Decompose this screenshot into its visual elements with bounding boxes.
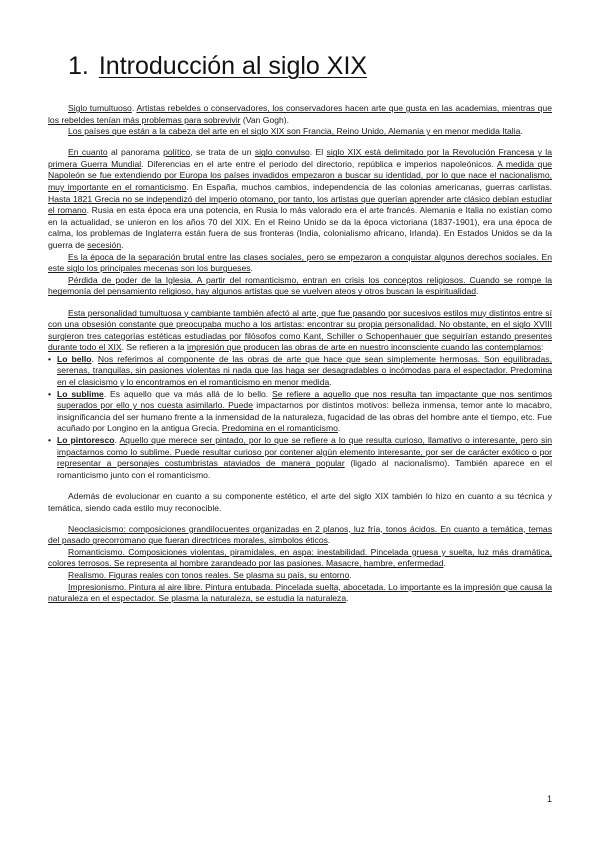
text-run: (Van Gogh). (240, 114, 290, 125)
aesthetic-categories-list (48, 354, 552, 482)
text-run: impactarnos por distintos motivos: belleza inmensa, temor ante lo macabro, insignificancia del ser humano frente a la inmensidad de la naturaleza, fugacidad de las obras del hombre ante el tiempo, etc. Fue acuñado por Longino en la antigua Grecia. (57, 400, 552, 434)
paragraph (48, 491, 552, 514)
text-run: Artistas rebeldes o conservadores, los conservadores hacen arte que gusta en las academias, mientras que los rebeldes tenían más problemas para sobrevivir (48, 103, 552, 125)
text-run: . (346, 593, 349, 604)
text-run: (ligado al nacionalismo). También aparece en el romanticismo junto con el romanticismo. (57, 458, 552, 480)
paragraph (48, 524, 552, 547)
text-run: Lo bello (57, 353, 92, 364)
title-number: 1. (68, 52, 89, 80)
paragraph (48, 252, 552, 275)
page-number: 1 (546, 794, 552, 804)
text-run: político (163, 147, 191, 158)
text-run: . Diferencias en el arte entre el periodo del directorio, república e imperios napoleónicos. (141, 158, 497, 169)
text-run: . El (309, 147, 327, 158)
bullet-item (57, 354, 552, 389)
paragraph (48, 126, 552, 138)
text-run: Pérdida de poder de la Iglesia. A partir del romanticismo, entran en crisis los conceptos religiosos. Cuando se rompe la hegemonía del pensamiento religioso, hay algunos artistas que se vuelven ateos y otros buscan la espiritualidad (48, 274, 552, 297)
text-run: . Se refieren a la (121, 342, 188, 353)
text-run: . (329, 377, 332, 388)
intro-paragraphs (48, 103, 552, 354)
paragraph (48, 147, 552, 251)
text-run: : (541, 342, 544, 353)
paragraph (48, 275, 552, 298)
text-run: Los países que están a la cabeza del arte en el siglo XIX son Francia, Reino Unido, Alemania y en menor medida Italia (68, 126, 521, 137)
text-run: Es la época de la separación brutal entre las clases sociales, pero se empezaron a conquistar algunos derechos sociales. En este siglo los principales mecenas son los burgueses (48, 251, 552, 274)
text-run: Esta personalidad tumultuosa y cambiante también afectó al arte, que fue pasando por sucesivos estilos muy distintos entre sí con una obsesión constante que preocupaba mucho a los artistas: encontrar su propia personalidad. No obstante, en el siglo XVIII surgieron tres categorías estéticas estudiadas por filósofos como Kant, Schiller o Schopenhauer que seguirían estando presentes durante todo el XIX (48, 307, 552, 353)
text-run: . Rusia en esta época era una potencia, en Rusia lo más valorado era el arte francés. Alemania e Italia no existían como en la actualidad, se unieron en los años 70 del XIX. En el Reino Unido se da la época victoriana (1837-1901), era una época de calma, los problemas de Inglaterra están fuera de sus fronteras (India, colonialismo africano, Irlanda). En Estados Unidos se da la guerra de (48, 205, 553, 251)
title-text: Introducción al siglo XIX (98, 52, 368, 80)
text-run: Realismo. Figuras reales con tonos reales. Se plasma su país, su entorno (68, 569, 350, 580)
text-run: . En España, muchos cambios, independencia de las colonias americanas, guerras carlistas. (186, 182, 553, 193)
page-title (68, 52, 552, 81)
bullet-item (57, 435, 552, 481)
text-run: . (443, 558, 446, 569)
text-run: . (121, 240, 124, 251)
text-run: Nos referimos al componente de las obras de arte que hace que sean simplemente hermosas. Son equilibradas, serenas, tranquilas, sin pasiones violentas ni nada que las haga ser desagradables o incómodas para el espectador. Predomina en el clasicismo y lo encontramos en el romanticismo en menor medida (57, 353, 552, 388)
text-run: . (250, 263, 253, 274)
text-run: Hasta 1821 Grecia no se independizó del imperio otomano, por tanto, los artistas que querían aprender arte clásico debían estudiar el romano (48, 193, 552, 216)
text-run: . (476, 286, 479, 297)
styles-paragraphs (48, 491, 552, 605)
text-run: al panorama (107, 147, 164, 158)
text-run: Aquello que merece ser pintado, por lo que se refiere a lo que resulta curioso, llamativo o interesante, pero sin impactarnos como lo sublime. Puede resultar curioso por contener algún elemento interesante, por ser de carácter exótico o por representar a personajes costumbristas ataviados de manera popular (57, 435, 552, 469)
text-run: Lo pintoresco (57, 435, 115, 446)
text-run: secesión (87, 240, 122, 251)
text-run: . (91, 353, 98, 364)
text-run: . (131, 103, 137, 113)
paragraph (48, 570, 552, 582)
text-run: , se trata de un (190, 147, 255, 158)
text-run: . (327, 535, 331, 546)
paragraph (48, 547, 552, 570)
text-run: siglo convulso (254, 147, 310, 158)
text-run: A medida que Napoleón se fue extendiendo por Europa los países invadidos empezaron a buscar su identidad, por lo que nace el nacionalismo, muy importante en el romanticismo (48, 158, 552, 193)
text-run: Predomina en el romanticismo (221, 423, 338, 434)
text-run: . (520, 126, 523, 137)
paragraph (48, 308, 552, 354)
text-run: Se refiere a aquello que nos resulta tan impactante que nos sentimos superados por ello y nos cuesta asimilarlo. Puede (57, 388, 553, 411)
text-run: . (337, 423, 341, 434)
paragraph (48, 582, 552, 605)
text-run: Romanticismo. Composiciones violentas, piramidales, en aspa: inestabilidad. Pincelada gruesa y suelta, luz más dramática, colores terrosos. Se representa al hombre zarandeado por las pasiones. Masacre, hambre, enfermedad (48, 546, 552, 569)
text-run: . (114, 435, 120, 446)
text-run: En cuanto (68, 147, 108, 158)
text-run: Neoclasicismo: composiciones grandilocuentes organizadas en 2 planos, luz fría, tonos ácidos. En cuanto a temática, temas del pasado grecorromano que fueran directrices morales, símbolos éticos (48, 523, 552, 546)
text-run: Además de evolucionar en cuanto a su componente estético, el arte del siglo XIX también lo hizo en cuanto a su técnica y temática, siendo cada estilo muy reconocible. (48, 490, 552, 513)
text-run: . Es aquello que va más allá de lo bello. (103, 388, 273, 399)
text-run: . (349, 569, 352, 580)
text-run: impresión que producen las obras de arte en nuestro inconsciente cuando las contemplamos (187, 342, 542, 353)
text-run: Lo sublime (57, 388, 104, 399)
paragraph (48, 103, 552, 126)
text-run: Siglo tumultuoso (68, 103, 132, 113)
text-run: siglo XIX está delimitado por la Revolución Francesa y la primera Guerra Mundial (48, 147, 552, 169)
text-run: Impresionismo. Pintura al aire libre. Pintura entubada. Pincelada suelta, abocetada. Lo importante es la impresión que causa la naturaleza en el espectador. Se plasma la naturaleza, se estudia la naturaleza (48, 581, 552, 604)
bullet-item (57, 389, 552, 435)
